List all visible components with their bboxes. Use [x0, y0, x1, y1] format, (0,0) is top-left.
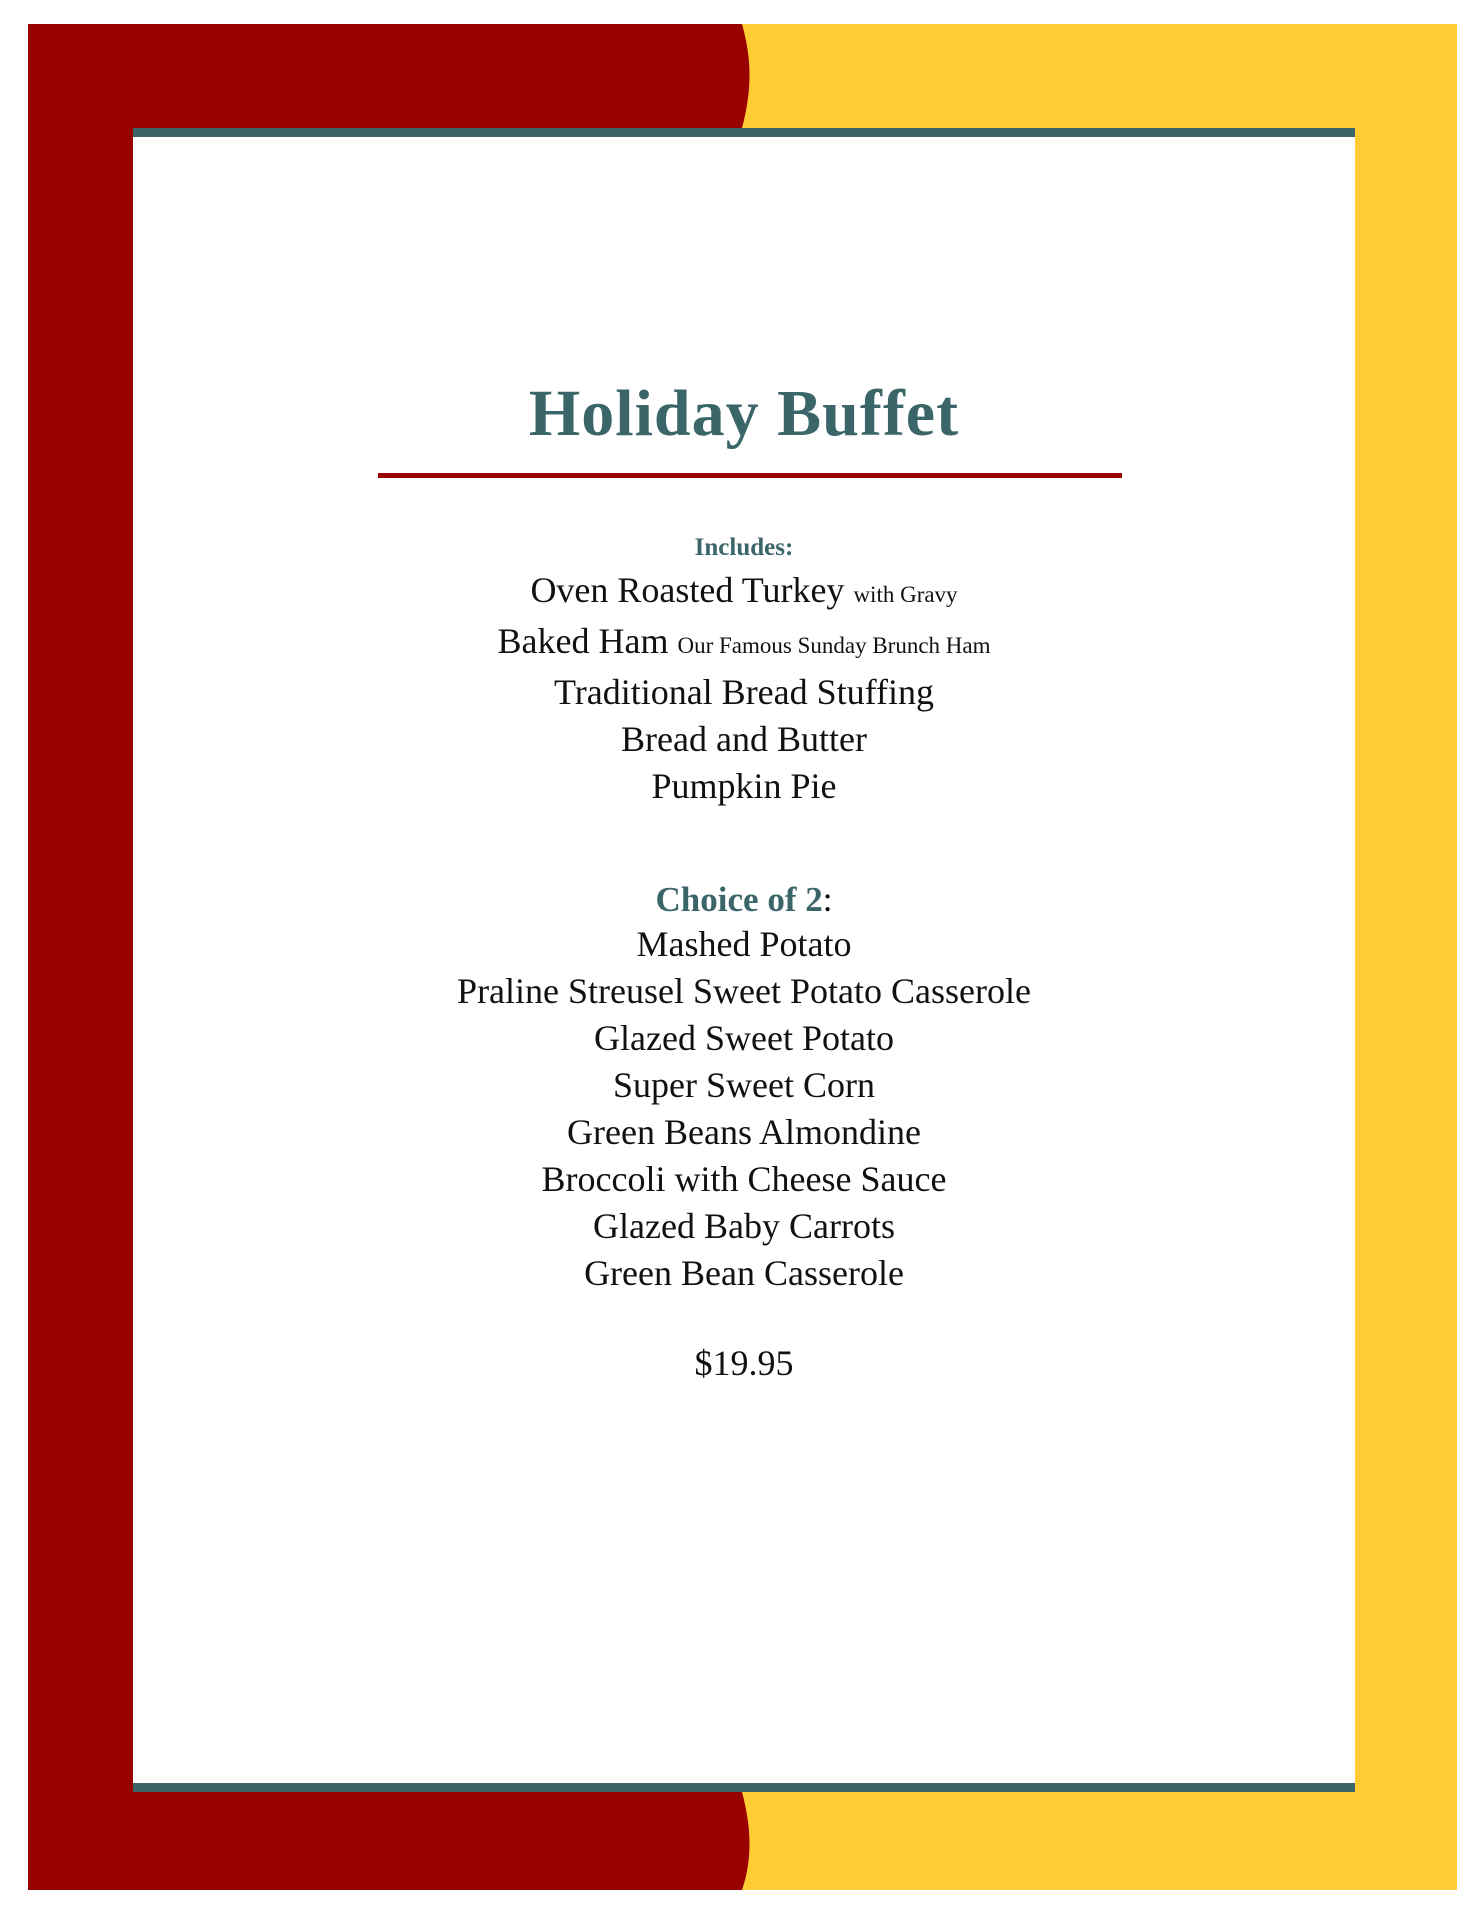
list-item: Super Sweet Corn	[613, 1065, 875, 1105]
includes-heading: Includes:	[694, 534, 794, 561]
list-item: Green Beans Almondine	[567, 1112, 921, 1152]
menu-title: Holiday Buffet	[528, 377, 960, 450]
menu-item-name: Oven Roasted Turkey	[530, 570, 845, 610]
menu-item-bread	[133, 716, 1355, 763]
list-item: Praline Streusel Sweet Potato Casserole	[457, 971, 1031, 1011]
choice-heading-text: Choice of 2	[655, 880, 823, 919]
list-item: Mashed Potato	[636, 924, 852, 964]
menu-item-note: with Gravy	[853, 582, 958, 607]
menu-panel	[133, 128, 1355, 1792]
choice-heading	[133, 882, 1355, 917]
list-item: Glazed Baby Carrots	[593, 1206, 895, 1246]
menu-item-turkey	[133, 567, 1355, 618]
list-item: Broccoli with Cheese Sauce	[541, 1159, 947, 1199]
choice-heading-colon: :	[822, 880, 833, 919]
menu-item-name: Baked Ham	[497, 621, 669, 661]
choice-section	[133, 882, 1355, 1297]
menu-item-name: Pumpkin Pie	[651, 766, 837, 806]
menu-item-note: Our Famous Sunday Brunch Ham	[677, 633, 991, 658]
menu-item-name: Bread and Butter	[621, 719, 867, 759]
price: $19.95	[694, 1343, 794, 1383]
menu-item-stuffing	[133, 669, 1355, 716]
menu-item-name: Traditional Bread Stuffing	[554, 672, 934, 712]
menu-item-pie	[133, 763, 1355, 810]
menu-item-ham	[133, 618, 1355, 669]
includes-section	[133, 535, 1355, 810]
title-underline	[378, 473, 1122, 478]
list-item: Glazed Sweet Potato	[594, 1018, 894, 1058]
list-item: Green Bean Casserole	[584, 1253, 904, 1293]
